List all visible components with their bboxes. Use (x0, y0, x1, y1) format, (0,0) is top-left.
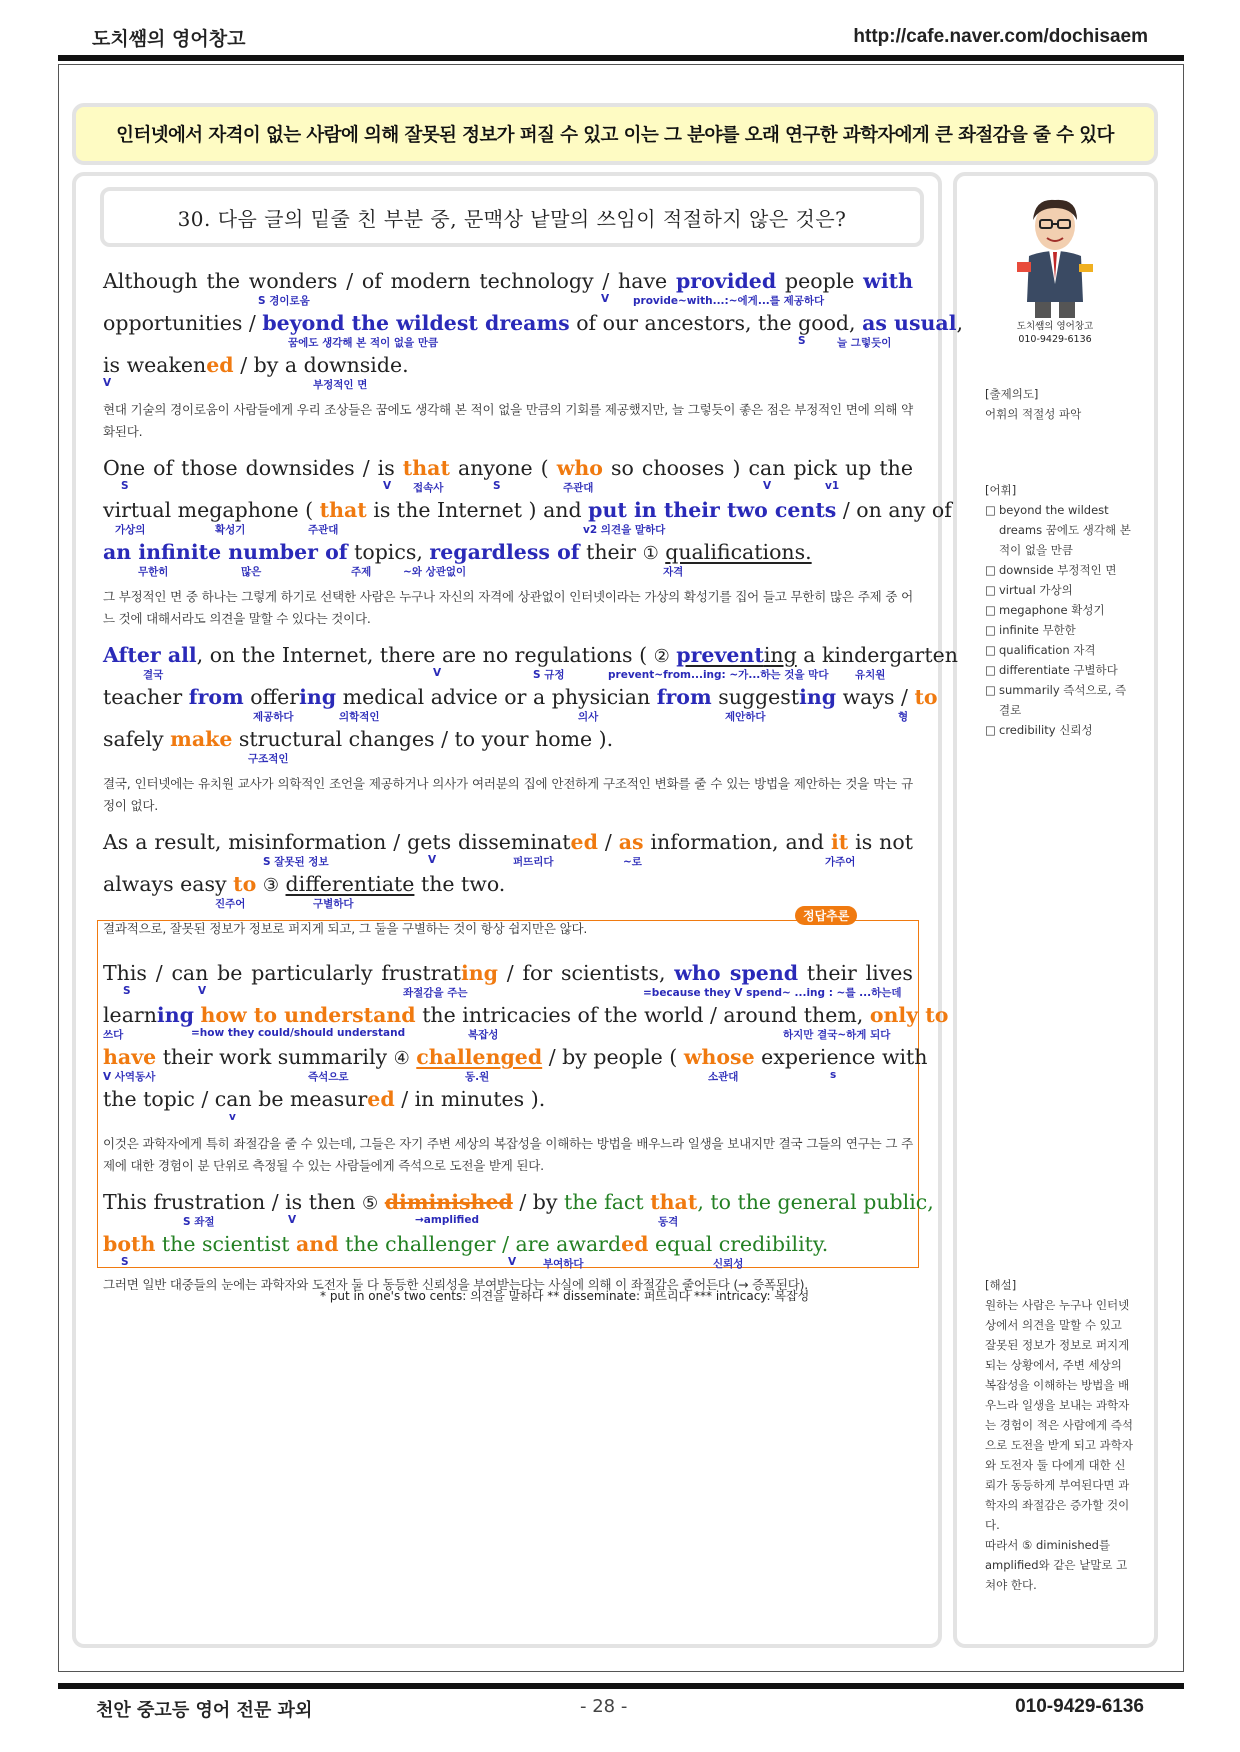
vocab-list (985, 500, 1135, 740)
footer-phone: 010-9429-6136 (1015, 1696, 1144, 1717)
vocab-item: □ infinite 무한한 (985, 620, 1135, 640)
annotation-row: 구조적인 (248, 753, 289, 765)
annotation-row: V 부정적인 면 (103, 377, 368, 391)
annotation-row: S 좌절 V →amplified 동격 (183, 1214, 679, 1228)
vocab-section: [어휘] □ beyond the wildest dreams 꿈에도 생각해 본 적이 없을 만큼 □ downside 부정적인 면 □ virtual 가상의 □ megaphone 확성기 □ infinite 무한한 □ qualification 자격 □ differentiate 구별하다 □ summarily 즉석으로, 즉결로 □ credibility 신뢰성 (985, 480, 1135, 740)
intent-section: [출제의도] 어휘의 적절성 파악 (985, 387, 1082, 421)
header-url[interactable]: http://cafe.naver.com/dochisaem (853, 26, 1148, 47)
passage-line: opportunities / beyond the wildest dreams of our ancestors, the good, as usual, (103, 311, 964, 335)
choice-2: ② (653, 646, 670, 667)
vocab-item: □ differentiate 구별하다 (985, 660, 1135, 680)
top-rule (58, 55, 1184, 61)
translation: 그러면 일반 대중들의 눈에는 과학자와 도전자 둘 다 동등한 신뢰성을 부여받는다는 사실에 의해 이 좌절감은 줄어든다 (→ 증폭된다). (103, 1277, 809, 1292)
header-brand: 도치쌤의 영어창고 (92, 28, 246, 50)
annotation-row: 쓰다 =how they could/should understand 복잡성 하지만 결국~하게 되다 (103, 1027, 891, 1041)
passage-line: teacher from offering medical advice or a physician from suggesting ways / to (103, 685, 938, 709)
passage-line: an infinite number of topics, regardless of their ① qualifications. (103, 540, 812, 564)
footnote: * put in one's two cents: 의견을 말하다 ** disseminate: 퍼뜨리다 *** intricacy: 복잡성 (320, 1289, 810, 1303)
annotation-row: 결국 V S 규정 prevent~from...ing: ~가...하는 것을 막다 유치원 (143, 667, 886, 681)
passage-line: both the scientist and the challenger / are awarded equal credibility. (103, 1232, 829, 1256)
choice-1: ① (642, 543, 659, 564)
annotation-row: V 사역동사 즉석으로 동.원 소관대 s (103, 1069, 837, 1083)
choice-5: ⑤ (362, 1193, 379, 1214)
passage-line: One of those downsides / is that anyone ( who so chooses ) can pick up the (103, 456, 914, 480)
translation: 결국, 인터넷에는 유치원 교사가 의학적인 조언을 제공하거나 의사가 여러분의 집에 안전하게 구조적인 변화를 줄 수 있는 방법을 제안하는 것을 막는 규정이 없다. (103, 776, 913, 813)
footer-title: 천안 중고등 영어 전문 과외 (96, 1700, 313, 1721)
annotation-row: 가상의 확성기 주관대 v2 의견을 말하다 (115, 524, 666, 536)
annotation-row: 진주어 구별하다 (215, 898, 354, 910)
vocab-item: □ downside 부정적인 면 (985, 560, 1135, 580)
annotation-row: S V 좌절감을 주는 =because they V spend~ ...ing : ~를 ...하는데 (123, 985, 902, 999)
annotation-row: S 잘못된 정보 V 퍼뜨리다 ~로 가주어 (263, 854, 856, 868)
annotation-row: 제공하다 의학적인 의사 제안하다 형 (253, 711, 909, 723)
annotation-row: S V 부여하다 신뢰성 (121, 1256, 744, 1270)
page-number: - 28 - (580, 1696, 628, 1717)
annotation-row: S 경이로움 V provide~with...:~에게...를 제공하다 (258, 293, 825, 307)
passage-line: always easy to ③ differentiate the two. (103, 872, 506, 896)
choice-4: ④ (393, 1048, 410, 1069)
sidebar-brand: 도치쌤의 영어창고 010-9429-6136 (1016, 321, 1094, 345)
vocab-item: □ summarily 즉석으로, 즉결로 (985, 680, 1135, 720)
choice-3: ③ (262, 875, 279, 896)
annotation-row: 무한히 많은 주제 ~와 상관없이 자격 (138, 566, 684, 578)
passage-line: safely make structural changes / to your home ). (103, 727, 614, 751)
passage-line: learning how to understand the intricacies of the world / around them, only to (103, 1003, 949, 1027)
vocab-item: □ virtual 가상의 (985, 580, 1135, 600)
question-title: 30. 다음 글의 밑줄 친 부분 중, 문맥상 낱말의 쓰임이 적절하지 않은 것은? (100, 187, 924, 247)
passage-line: After all, on the Internet, there are no regulations ( ② preventing a kindergarten (103, 643, 958, 667)
vocab-item: □ qualification 자격 (985, 640, 1135, 660)
passage-line: is weakened / by a downside. (103, 353, 409, 377)
translation: 이것은 과학자에게 특히 좌절감을 줄 수 있는데, 그들은 자기 주변 세상의 복잡성을 이해하는 방법을 배우느라 일생을 보내지만 결국 그들의 연구는 그 주제에 대한 경험이 분 단위로 측정될 수 있는 사람들에게 즉석으로 도전을 받게 된다. (103, 1136, 913, 1173)
passage-line: This frustration / is then ⑤ diminished / by the fact that, to the general public, (103, 1190, 934, 1214)
answer-tag: 정답추론 (795, 906, 857, 925)
annotation-row: v (229, 1111, 236, 1123)
passage-line: This / can be particularly frustrating / for scientists, who spend their lives (103, 961, 913, 985)
passage-line: have their work summarily ④ challenged / by people ( whose experience with (103, 1045, 928, 1069)
vocab-item: □ credibility 신뢰성 (985, 720, 1135, 740)
annotation-row: S V 접속사 S 주관대 V v1 (121, 480, 840, 494)
teacher-avatar-icon (1015, 192, 1095, 322)
passage-line: virtual megaphone ( that is the Internet ) and put in their two cents / on any of (103, 498, 952, 522)
annotation-row: 꿈에도 생각해 본 적이 없을 만큼 S 늘 그렇듯이 (288, 335, 892, 349)
passage-line: Although the wonders / of modern technology / have provided people with (103, 269, 913, 293)
passage-line: the topic / can be measured / in minutes ). (103, 1087, 546, 1111)
passage (103, 268, 964, 1308)
passage-line: As a result, misinformation / gets disseminated / as information, and it is not (103, 830, 913, 854)
bottom-rule (58, 1683, 1184, 1689)
translation: 결과적으로, 잘못된 정보가 정보로 퍼지게 되고, 그 둘을 구별하는 것이 항상 쉽지만은 않다. (103, 921, 588, 936)
explanation-section: [해설] 원하는 사람은 누구나 인터넷상에서 의견을 말할 수 있고 잘못된 정보가 정보로 퍼지게 되는 상황에서, 주변 세상의 복잡성을 이해하는 방법을 배우느라 일생을 보내는 과학자는 경험이 적은 사람에게 즉석으로 도전을 받게 되고 과학자와 도전자 둘 다에게 대한 신뢰가 동등하게 부여된다면 과학자의 좌절감은 증가할 것이다. 따라서 ⑤ diminished를 amplified와 같은 낱말로 고쳐야 한다. (985, 1278, 1133, 1592)
translation: 그 부정적인 면 중 하나는 그렇게 하기로 선택한 사람은 누구나 자신의 자격에 상관없이 인터넷이라는 가상의 확성기를 집어 들고 무한히 많은 주제 중 어느 것에 대해서라도 의견을 말할 수 있다는 것이다. (103, 589, 913, 626)
vocab-item: □ megaphone 확성기 (985, 600, 1135, 620)
vocab-item: □ beyond the wildest dreams 꿈에도 생각해 본 적이 없을 만큼 (985, 500, 1135, 560)
translation: 현대 기술의 경이로움이 사람들에게 우리 조상들은 꿈에도 생각해 본 적이 없을 만큼의 기회를 제공했지만, 늘 그렇듯이 좋은 점은 부정적인 면에 의해 약화된다. (103, 402, 913, 439)
topic-banner: 인터넷에서 자격이 없는 사람에 의해 잘못된 정보가 퍼질 수 있고 이는 그 분야를 오래 연구한 과학자에게 큰 좌절감을 줄 수 있다 (72, 103, 1158, 165)
